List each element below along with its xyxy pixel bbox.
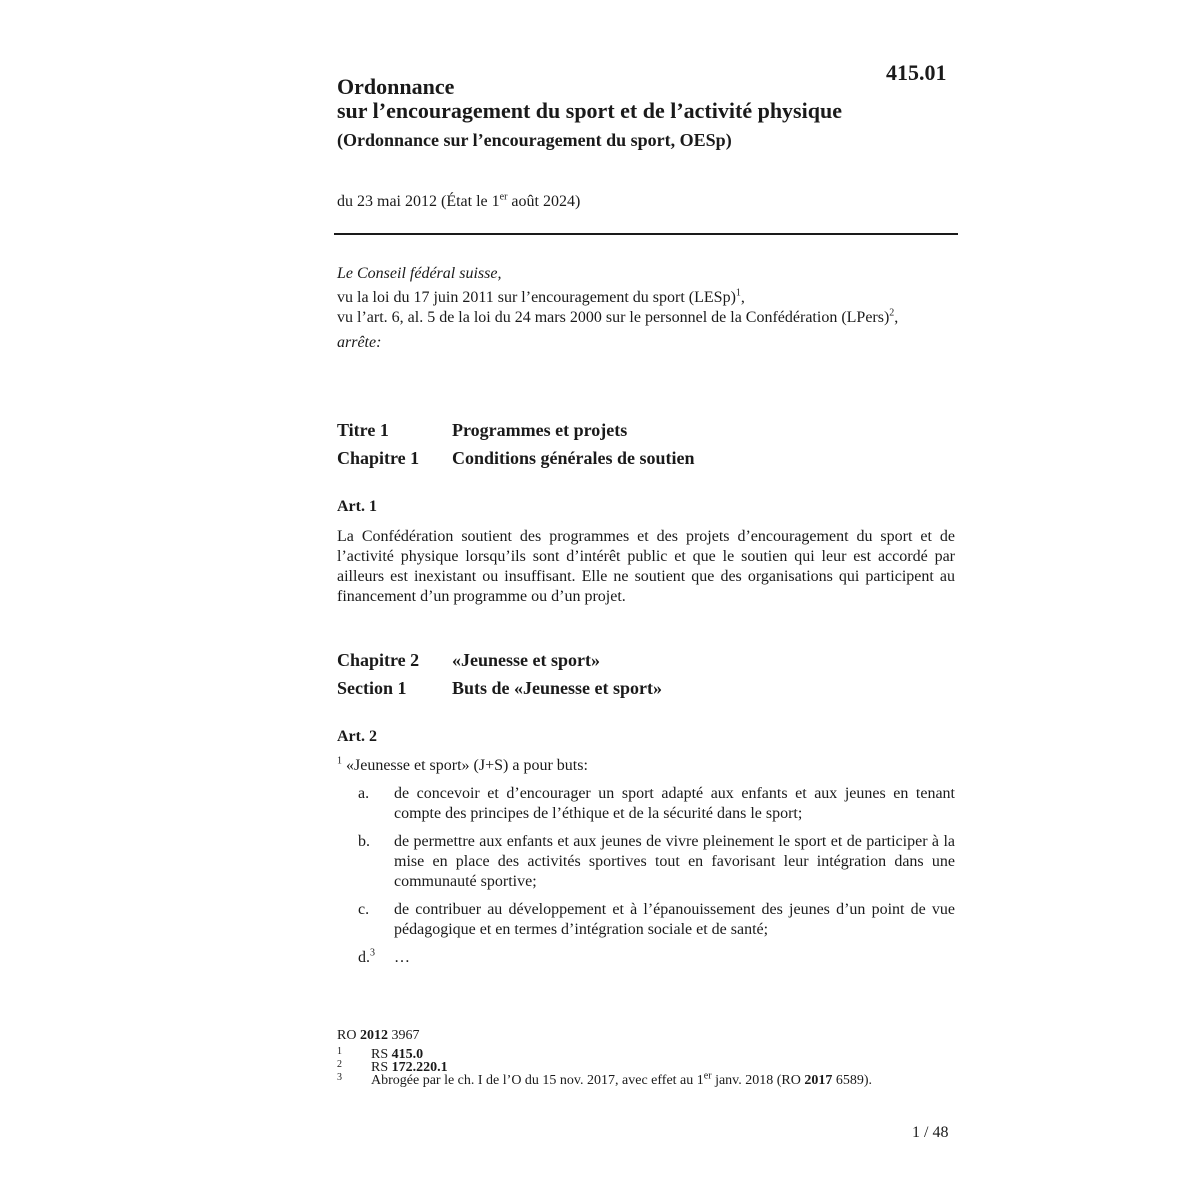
preamble-line-lesp: vu la loi du 17 juin 2011 sur l’encouragement du sport (LESp)$^1$, (337, 287, 745, 306)
document-number: 415.01 (886, 60, 947, 85)
preamble-line-lpers: vu l’art. 6, al. 5 de la loi du 24 mars 2000 sur le personnel de la Confédération (LPers)$^2$, (337, 307, 899, 326)
title-subject: sur l’encouragement du sport et de l’activité physique (337, 98, 842, 123)
list-item: a. de concevoir et d’encourager un sport adapté aux enfants et aux jeunes en tenant compte des principes de l’éthique et de la sécurité dans le sport; (358, 785, 955, 822)
article-2-list (337, 784, 955, 976)
article-1-text: La Confédération soutient des programmes et des projets d’encouragement du sport et de l’activité physique lorsqu’ils sont d’intérêt public et que le soutien qui leur est accordé par ailleurs est inexistant ou insuffisant. Elle ne soutient que des organisations qui participent au financement d’un programme ou d’un projet. (337, 528, 955, 605)
heading-section-1: Section 1 Buts de «Jeunesse et sport» (337, 678, 662, 698)
preamble-decree: arrête: (337, 333, 382, 351)
page-number: 1 / 48 (912, 1124, 949, 1141)
title-short: (Ordonnance sur l’encouragement du sport, OESp) (337, 130, 732, 150)
heading-chapitre-2: Chapitre 2 «Jeunesse et sport» (337, 650, 600, 670)
list-item: b. de permettre aux enfants et aux jeunes de vivre pleinement le sport et de participer à la mise en place des activités sportives tout en favorisant leur intégration dans une communauté sportive; (358, 833, 955, 890)
footnote: 3 Abrogée par le ch. I de l’O du 15 nov. 2017, avec effet au 1er janv. 2018 (RO 2017 6589). (337, 1070, 873, 1088)
article-1-label: Art. 1 (337, 498, 377, 515)
heading-chapitre-1: Chapitre 1 Conditions générales de soutien (337, 448, 695, 468)
article-2-label: Art. 2 (337, 728, 377, 745)
footnotes (337, 1048, 977, 1087)
footnote: 2 RS 172.220.1 (337, 1059, 448, 1075)
preamble (337, 264, 955, 353)
heading-titre-1: Titre 1 Programmes et projets (337, 420, 628, 440)
list-item: d.$^3$ … (358, 947, 410, 966)
footnote: 1 RS 415.0 (337, 1046, 424, 1062)
list-item: c. de contribuer au développement et à l’épanouissement des jeunes d’un point de vue pédagogique et en termes d’intégration sociale et de santé; (358, 901, 955, 938)
title-ordonnance: Ordonnance (337, 74, 455, 99)
document-date: du 23 mai 2012 (État le 1er août 2024) (337, 191, 581, 210)
article-2-intro: $^1$ «Jeunesse et sport» (J+S) a pour buts: (337, 755, 588, 774)
ro-reference: RO 2012 3967 (337, 1028, 420, 1043)
preamble-authority: Le Conseil fédéral suisse, (337, 265, 502, 282)
header-rule (334, 233, 958, 235)
